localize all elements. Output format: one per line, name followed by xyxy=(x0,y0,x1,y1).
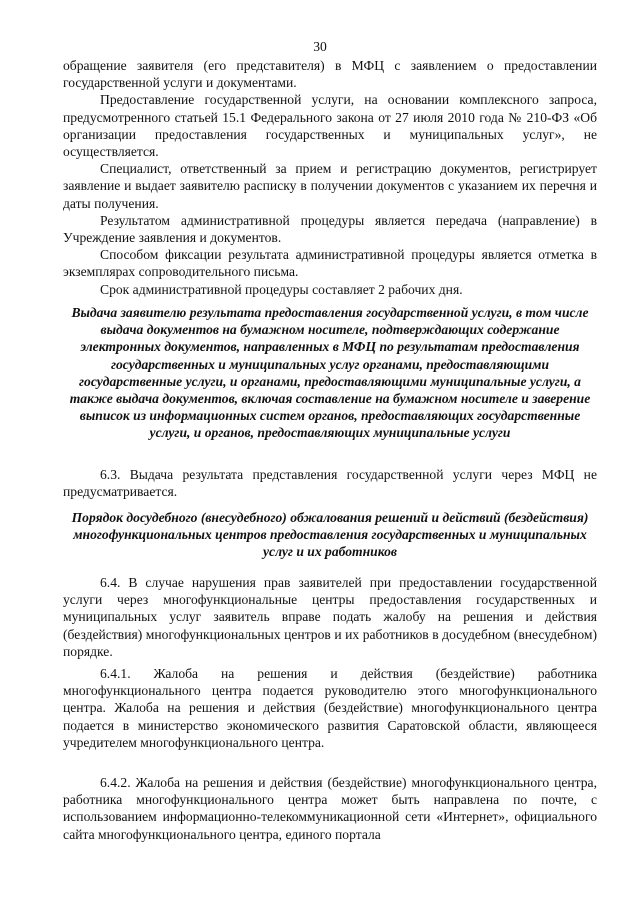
paragraph-6-3: 6.3. Выдача результата представления государственной услуги через МФЦ не предусматривается. xyxy=(63,467,597,500)
paragraph-term: Срок административной процедуры составляет 2 рабочих дня. xyxy=(100,281,463,297)
paragraph-complex-request: Предоставление государственной услуги, на основании комплексного запроса, предусмотренного статьей 15.1 Федерального закона от 27 июля 2010 года № 210-ФЗ «Об организации предоставления государственных и муниципальных услуг», не осуществляется. xyxy=(63,92,597,160)
paragraph-fixation: Способом фиксации результата административной процедуры является отметка в экземплярах сопроводительного письма. xyxy=(63,247,597,280)
section-6-4 xyxy=(63,574,597,660)
paragraph-6-4: 6.4. В случае нарушения прав заявителей при предоставлении государственной услуги через многофункциональные центры предоставления государственных и муниципальных услуг заявитель вправе подать жалобу на решения и действия (бездействия) многофункциональных центров и их работников в досудебном (внесудебном) порядке. xyxy=(63,575,597,659)
paragraph-registration: Специалист, ответственный за прием и регистрацию документов, регистрирует заявление и выдает заявителю расписку в получении документов с указанием их перечня и даты получения. xyxy=(63,161,597,211)
paragraph-6-4-2: 6.4.2. Жалоба на решения и действия (бездействие) многофункционального центра, работника многофункционального центра может быть направлена по почте, с использованием информационно-телекоммуникационной сети «Интернет», официального сайта многофункционального центра, единого портала xyxy=(63,775,597,842)
section-6-3 xyxy=(63,466,597,500)
section-a xyxy=(63,57,597,298)
section-heading-appeal: Порядок досудебного (внесудебного) обжалования решений и действий (бездействия) многофункциональных центров предоставления государственных и муниципальных услуг и их работников xyxy=(71,510,589,560)
section-heading-issuance: Выдача заявителю результата предоставления государственной услуги, в том числе выдача документов на бумажном носителе, подтверждающих содержание электронных документов, направленных в МФЦ по результатам предоставления государственных и муниципальных услуг органами, предоставляющими государственные услуги, и органами, предоставляющими муниципальные услуги, а также выдача документов, включая составление на бумажном носителе и заверение выписок из информационных систем органов, предоставляющих государственные услуги, и органов, предоставляющих муниципальные услуги xyxy=(69,305,591,441)
section-6-4-1 xyxy=(63,665,597,751)
section-6-4-2 xyxy=(63,774,597,843)
paragraph-result: Результатом административной процедуры является передача (направление) в Учреждение заявления и документов. xyxy=(63,212,597,246)
paragraph-6-4-1: 6.4.1. Жалоба на решения и действия (бездействие) работника многофункционального центра подается руководителю этого многофункционального центра. Жалоба на решения и действия (бездействие) многофункционального центра подается в министерство экономического развития Саратовской области, являющееся учредителем многофункционального центра. xyxy=(63,666,597,750)
paragraph-continuation: обращение заявителя (его представителя) в МФЦ с заявлением о предоставлении государственной услуги и документами. xyxy=(63,58,597,91)
page-number: 30 xyxy=(313,39,327,54)
